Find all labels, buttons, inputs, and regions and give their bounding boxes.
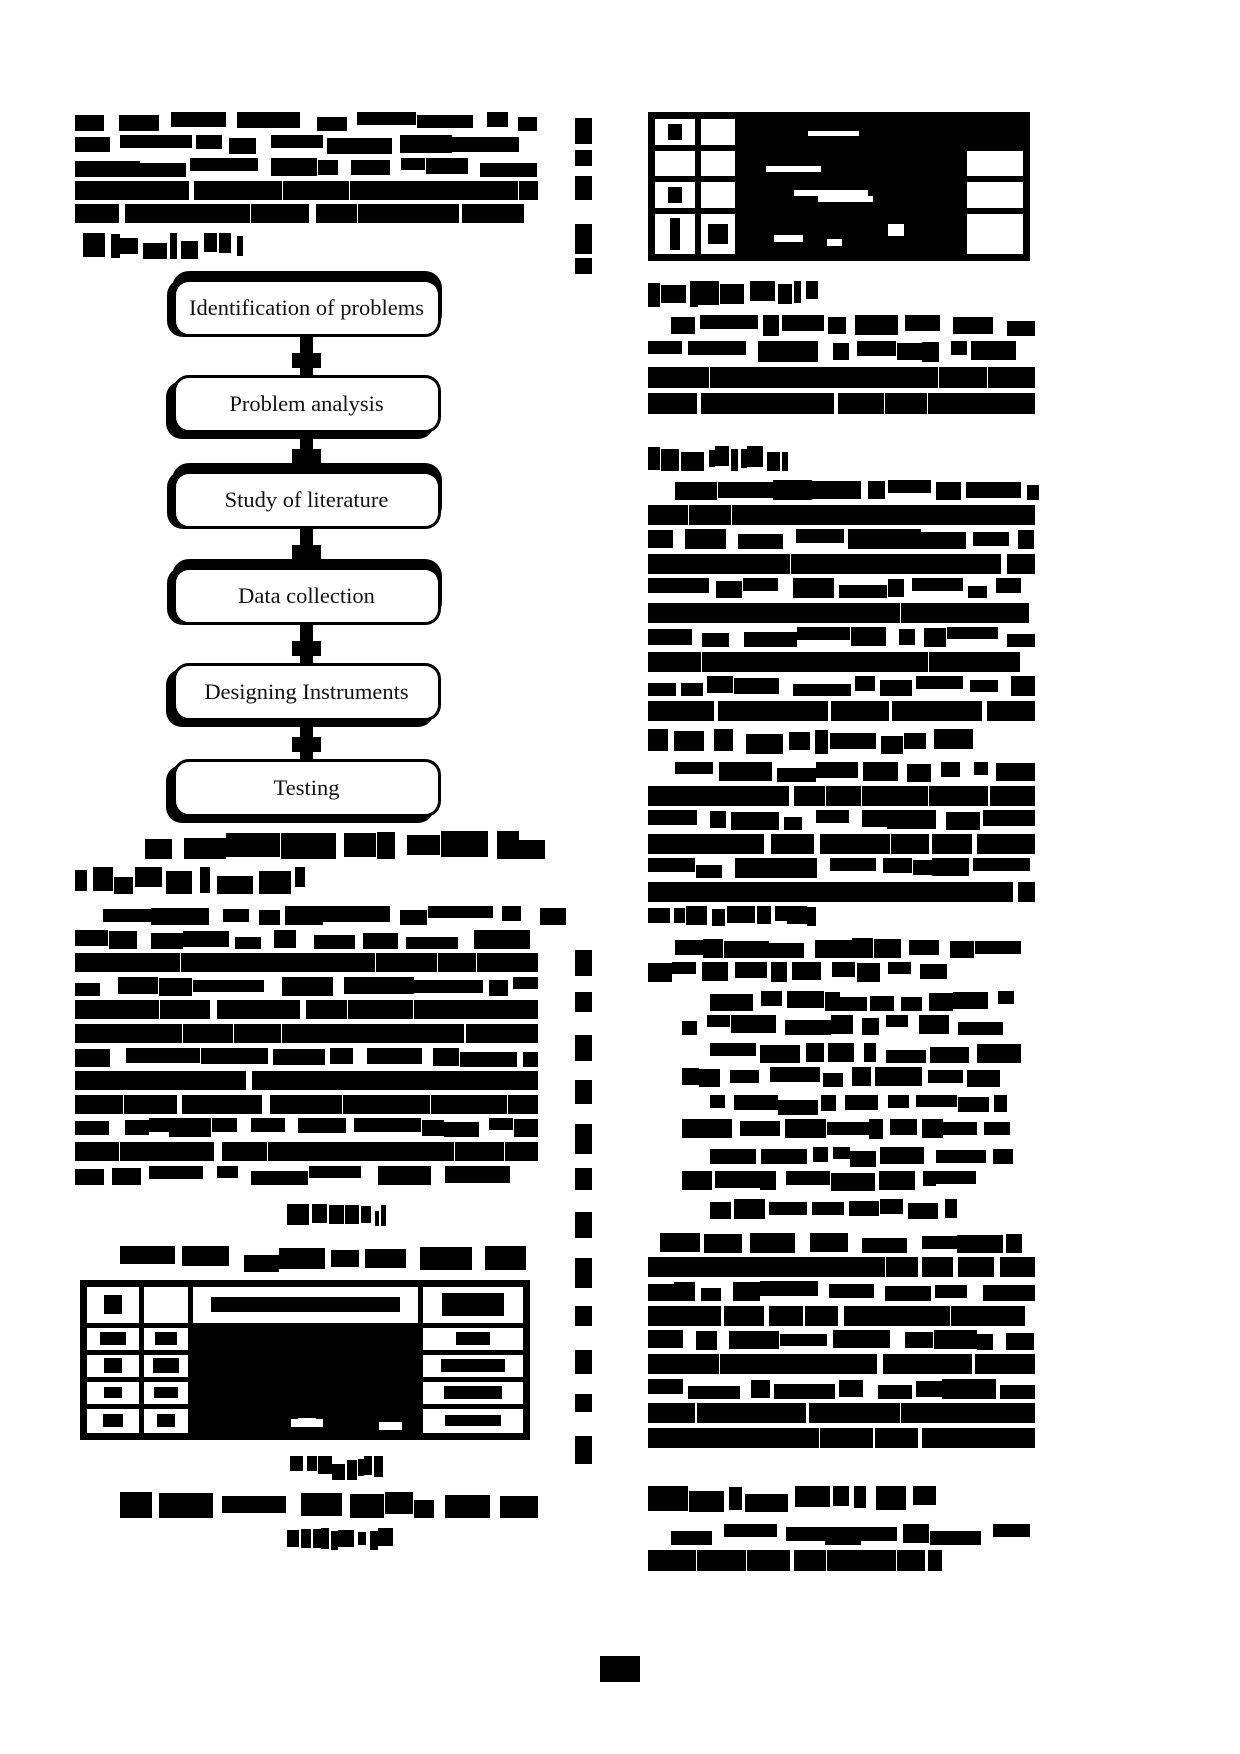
table-cell [144,1409,188,1433]
redacted-text-line [75,135,538,154]
redacted-paragraph [75,112,538,223]
redacted-text-line [648,529,1035,549]
table-cell [701,182,735,208]
flowchart-step-box [173,279,441,337]
scan-artifact [575,992,592,1012]
redacted-text-line [648,1403,1035,1423]
table-cell [655,182,695,208]
down-arrow [300,721,313,759]
redacted-text-line [648,786,1035,806]
scan-artifact [575,1035,592,1061]
redacted-text-line [710,1147,1028,1167]
redacted-text-line [75,930,538,949]
data-table-redacted [80,1280,530,1440]
table-cell [87,1328,139,1350]
redacted-text-line [675,938,1035,958]
table-cell [87,1382,139,1404]
redacted-heading [75,867,305,894]
redacted-list-item [682,1095,1035,1139]
flowchart-step-label: Designing Instruments [204,679,409,704]
redacted-text-line [675,480,1039,500]
table-cell [144,1287,188,1323]
table-cell [193,1328,418,1350]
redacted-text-line [75,977,538,996]
scan-artifact [575,118,592,144]
table-row [655,214,1023,254]
redacted-text-line [75,1000,538,1019]
redacted-heading [648,1486,948,1512]
table-cell [967,119,1023,145]
redacted-list [648,991,1035,1219]
table-row [87,1287,523,1323]
redacted-heading [648,446,788,471]
scan-artifact [575,1124,592,1154]
scan-artifact [575,950,592,976]
table-row [87,1382,523,1404]
table-cell [423,1355,523,1377]
redacted-paragraph [75,906,538,1185]
flowchart-step-label: Data collection [238,583,375,608]
table-cell [967,151,1023,176]
flowchart-step-label: Problem analysis [229,391,384,416]
table-cell [423,1328,523,1350]
redacted-text-line [75,1166,524,1185]
left-column [75,95,538,1550]
redacted-heading [83,233,243,259]
flowchart-step-box [173,663,441,721]
scan-artifact [575,258,592,274]
redacted-paragraph [648,480,1035,721]
redacted-paragraph [648,1524,1035,1571]
table-cell [193,1355,418,1377]
table-cell [655,151,695,176]
redacted-list-item [682,1199,1035,1219]
table-row [655,151,1023,176]
table-cell [701,119,735,145]
redacted-text-line [660,1233,1047,1253]
table-cell [423,1287,523,1323]
redacted-text-line [648,962,958,982]
redacted-text-line [648,882,1035,902]
redacted-list-item [682,991,1035,1035]
scan-artifact [575,176,592,200]
scan-artifact [575,150,592,166]
table-cell [193,1287,418,1323]
redacted-heading [287,1204,387,1226]
table-cell [193,1409,418,1433]
redacted-text-line [75,1048,538,1067]
table-cell [655,214,695,254]
flowchart-step-label: Study of literature [224,487,389,512]
scan-artifact [575,224,592,254]
down-arrow [300,337,313,375]
table-row [87,1409,523,1433]
table-cell [701,151,735,176]
redacted-text-line [648,701,1035,721]
table-cell [741,182,961,208]
redacted-heading [648,281,818,307]
down-arrow [300,625,313,663]
redacted-text-line [103,906,566,925]
redacted-text-line [671,1524,1039,1545]
table-cell [701,214,735,254]
flowchart-step-label: Testing [273,775,340,800]
redacted-heading [120,1492,538,1518]
methodology-flowchart [75,279,538,817]
flowchart-step-box [173,567,441,625]
redacted-text-line [75,181,538,200]
redacted-heading [145,831,545,859]
redacted-text-line [671,315,1035,336]
redacted-text-line [75,1024,538,1043]
redacted-list-item [682,1147,1035,1191]
redacted-text-line [75,1071,538,1090]
redacted-heading [290,1456,385,1480]
table-cell [423,1382,523,1404]
redacted-text-line [648,1306,1035,1326]
redacted-paragraph [648,1233,1035,1448]
redacted-text-line [648,341,1035,362]
redacted-text-line [648,393,1035,414]
table-cell [741,151,961,176]
redacted-paragraph [648,315,1035,414]
table-cell [655,119,695,145]
table-cell [144,1328,188,1350]
table-cell [967,182,1023,208]
redacted-text-line [682,1119,1010,1139]
redacted-text-line [75,1142,538,1161]
redacted-text-line [682,1015,1007,1035]
redacted-paragraph [648,762,1035,926]
down-arrow [300,529,313,567]
scan-artifact [575,1080,592,1104]
table-cell [87,1409,139,1433]
redacted-text-line [682,1171,993,1191]
redacted-text-line [648,1550,942,1571]
redacted-text-line [75,1118,538,1137]
redacted-text-line [648,505,1035,525]
redacted-paragraph [648,938,1035,982]
table-cell [87,1287,139,1323]
scan-artifact [575,1394,592,1412]
down-arrow [300,433,313,471]
redacted-text-line [648,627,1035,647]
redacted-text-line [648,367,1035,388]
redacted-text-line [75,204,524,223]
redacted-text-line [648,554,1035,574]
redacted-text-line [75,158,538,177]
page-number-redacted [600,1656,640,1682]
flowchart-step-box [173,759,441,817]
redacted-text-line [710,1199,957,1219]
redacted-text-line [648,1281,1035,1301]
table-cell [967,214,1023,254]
redacted-text-line [710,1043,1021,1063]
redacted-text-line [648,652,1035,672]
scan-artifact [575,1258,592,1288]
table-cell [423,1409,523,1433]
redacted-text-line [710,1095,1007,1115]
redacted-text-line [648,578,1035,598]
table-cell [144,1355,188,1377]
redacted-text-line [648,603,1035,623]
redacted-heading [120,1246,538,1272]
redacted-text-line [648,1428,1035,1448]
redacted-list-item [682,1043,1035,1087]
table-row [87,1328,523,1350]
table-row [87,1355,523,1377]
flowchart-step-box [173,471,441,529]
scan-artifact [575,1212,592,1238]
right-column [648,112,1035,1571]
table-cell [87,1355,139,1377]
table-cell [741,214,961,254]
table-cell [741,119,961,145]
redacted-text-line [648,858,1035,878]
data-table-redacted [648,112,1030,261]
flowchart-step-box [173,375,441,433]
redacted-text-line [75,112,538,131]
redacted-text-line [648,906,822,926]
redacted-text-line [648,1257,1035,1277]
table-cell [193,1382,418,1404]
scan-artifact [575,1168,592,1190]
redacted-text-line [682,1067,1000,1087]
redacted-text-line [675,762,1035,782]
table-row [655,119,1023,145]
scan-artifact [575,1306,592,1326]
redacted-text-line [648,834,1035,854]
redacted-text-line [648,1379,1035,1399]
redacted-text-line [75,1095,538,1114]
redacted-text-line [75,953,538,972]
redacted-text-line [648,810,1035,830]
redacted-text-line [648,676,1035,696]
redacted-text-line [648,1354,1035,1374]
table-row [655,182,1023,208]
redacted-text-line [710,991,1014,1011]
table-cell [144,1382,188,1404]
redacted-heading [648,729,973,754]
redacted-heading [287,1528,393,1550]
scan-artifact [575,1436,592,1464]
flowchart-step-label: Identification of problems [189,295,424,320]
redacted-text-line [648,1330,1035,1350]
scan-artifact [575,1350,592,1374]
